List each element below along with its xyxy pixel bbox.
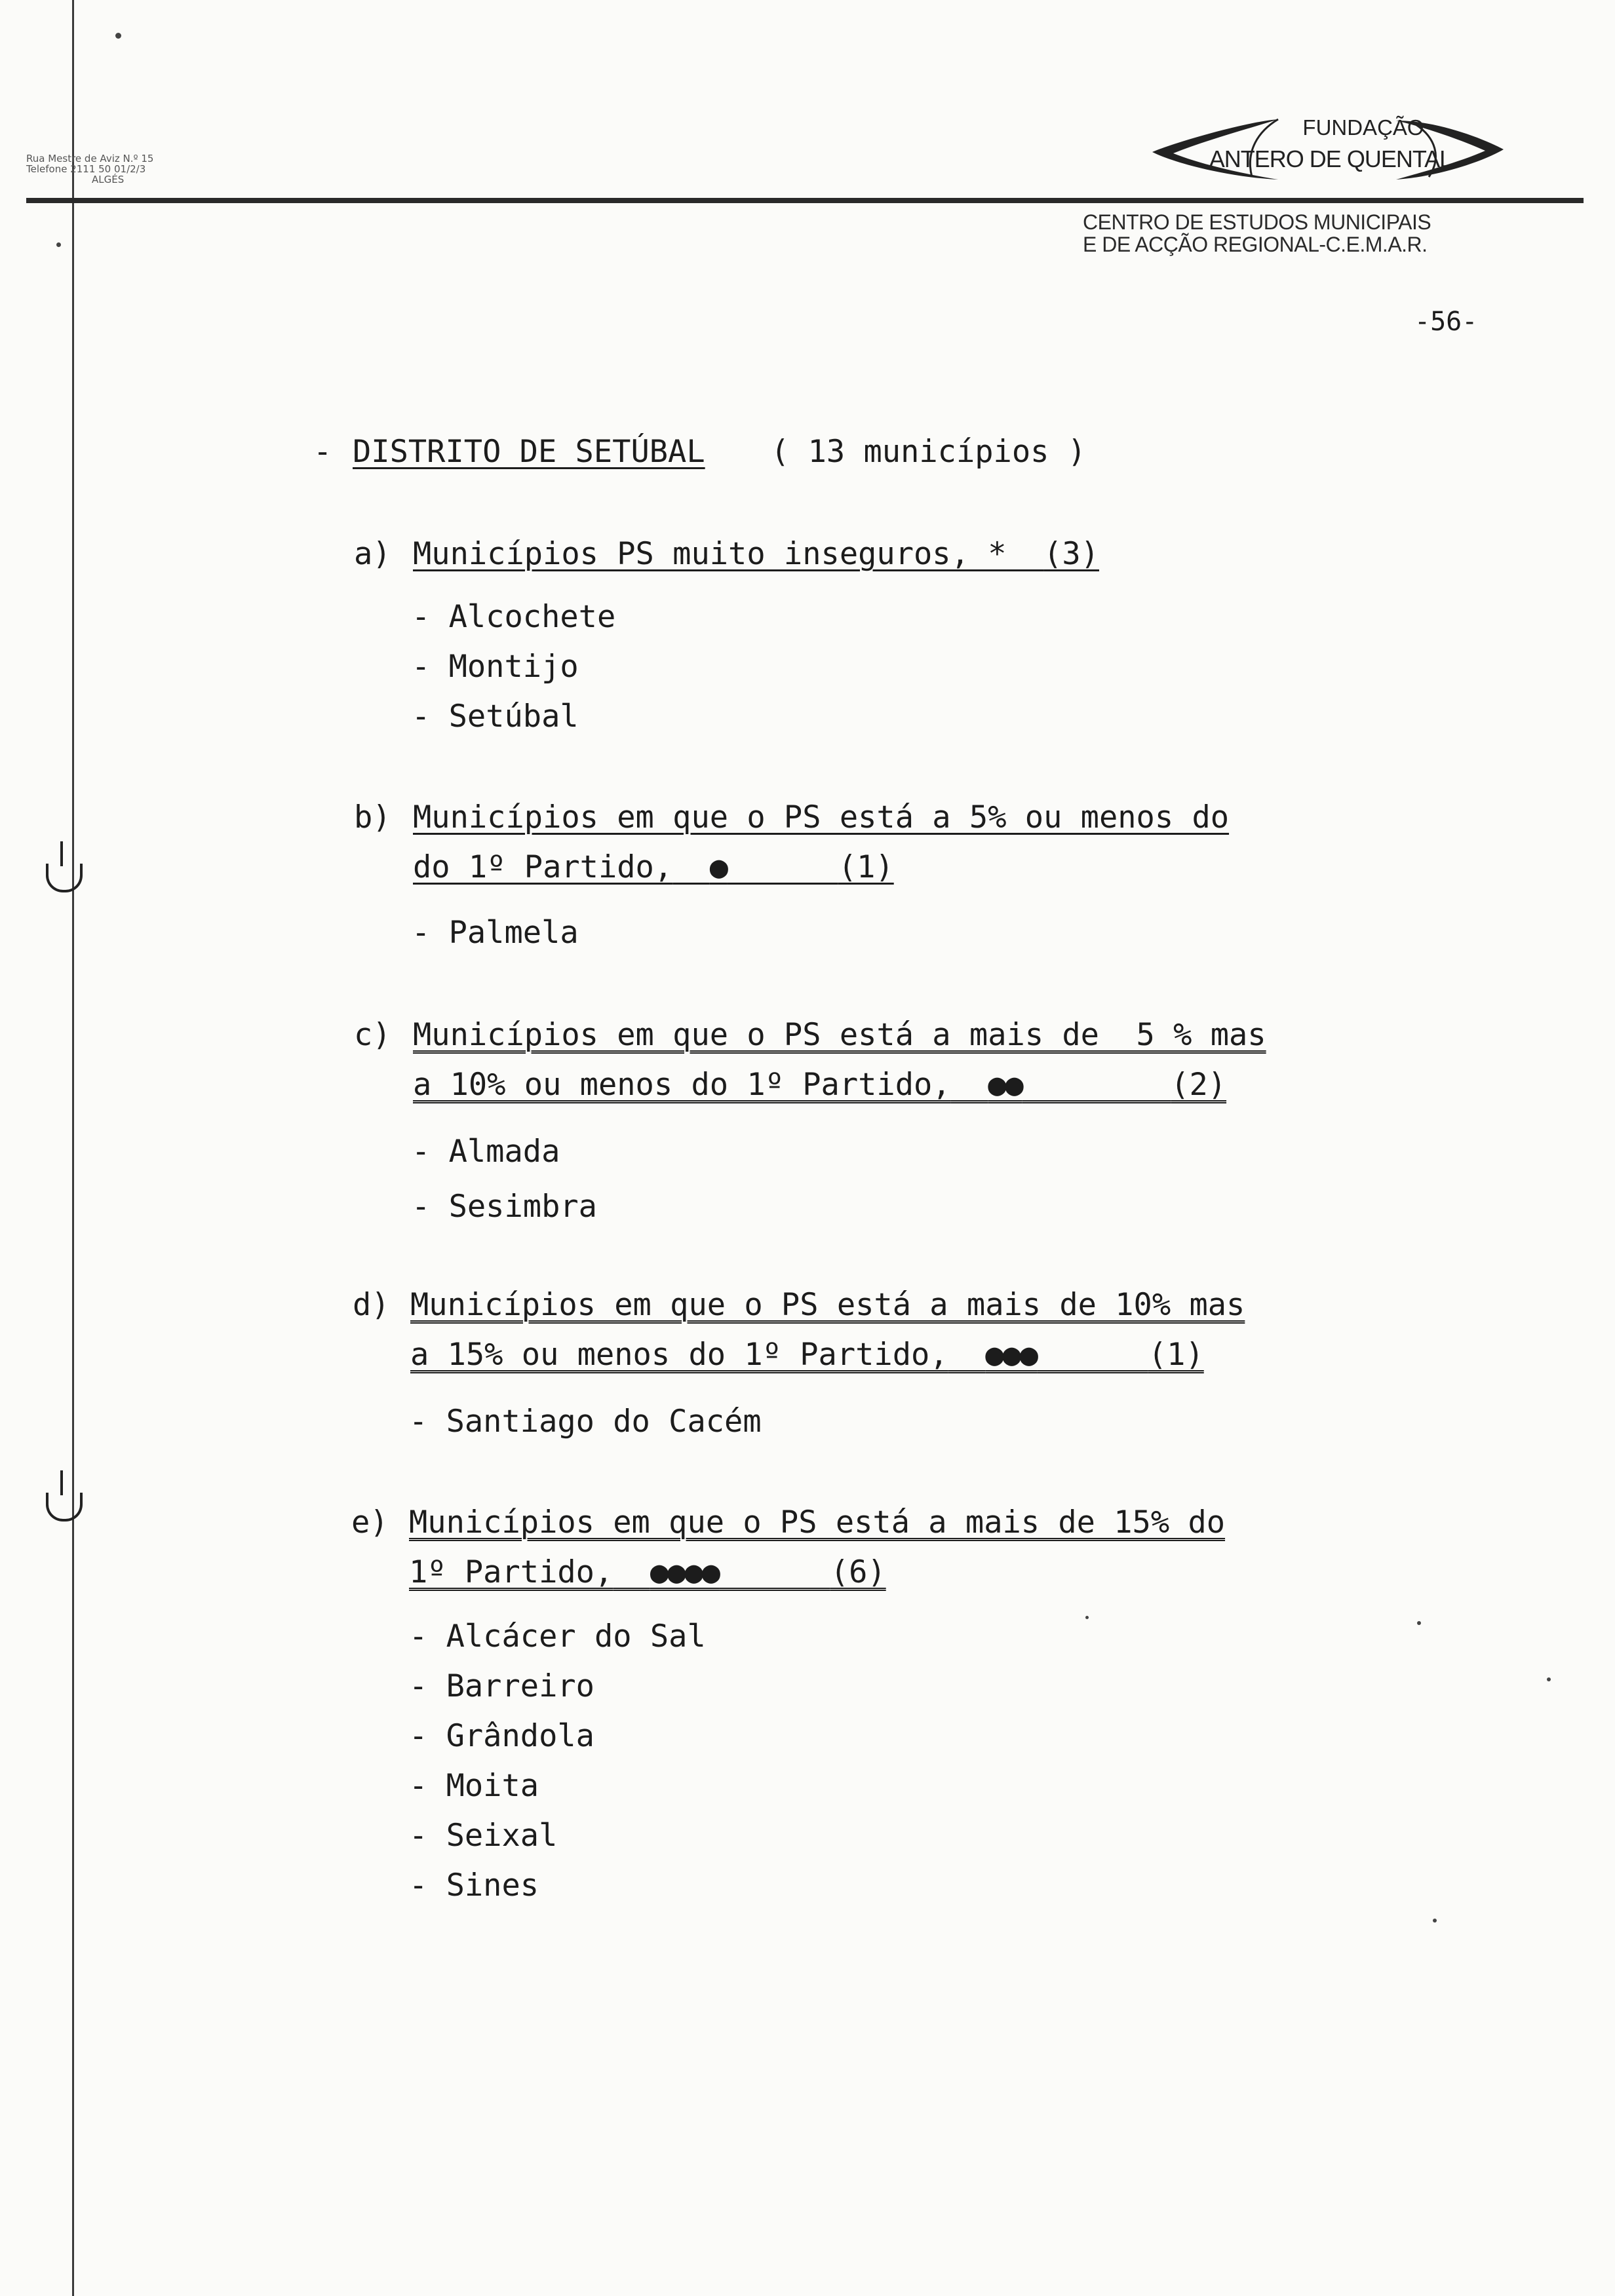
list-item: - Sesimbra: [412, 1189, 597, 1225]
section-b-heading-line2: do 1º Partido, ● (1): [413, 849, 894, 885]
header-rule: [26, 198, 1584, 203]
section-c-heading-line2: a 10% ou menos do 1º Partido, ●● (2): [413, 1067, 1227, 1103]
binder-hook-mark: [46, 864, 83, 892]
section-letter: a): [354, 536, 391, 572]
district-title: DISTRITO DE SETÚBAL: [353, 434, 705, 470]
section-e-heading-line1: Municípios em que o PS está a mais de 15% do: [409, 1504, 1226, 1540]
section-d-heading-line1: Municípios em que o PS está a mais de 10% mas: [410, 1287, 1245, 1323]
speck: [1085, 1616, 1089, 1619]
section-e-heading-line2: 1º Partido, ●●●● (6): [409, 1554, 886, 1590]
speck: [1433, 1919, 1437, 1923]
section-letter: c): [354, 1017, 391, 1053]
page-margin-line: [72, 0, 74, 2296]
list-item: - Grândola: [409, 1718, 594, 1754]
page-number: -56-: [1414, 307, 1478, 337]
rating-marker: ●: [709, 849, 728, 885]
address-stamp: Rua Mestre de Aviz N.º 15 Telefone 2111 50 01/2/3 ALGÉS: [26, 153, 154, 185]
speck: [56, 242, 61, 247]
list-item: - Alcochete: [412, 599, 616, 635]
speck: [1417, 1621, 1421, 1625]
list-item: - Santiago do Cacém: [409, 1404, 762, 1440]
list-item: - Palmela: [412, 915, 579, 951]
rating-marker: ●●●: [985, 1337, 1038, 1373]
cemar-heading: CENTRO DE ESTUDOS MUNICIPAIS E DE ACÇÃO REGIONAL-C.E.M.A.R.: [1083, 210, 1431, 256]
section-letter: e): [351, 1504, 389, 1540]
section-c-heading-line1: Municípios em que o PS está a mais de 5 % mas: [413, 1017, 1266, 1053]
section-letter: b): [354, 799, 391, 835]
binder-hook-mark: [46, 1493, 83, 1521]
list-item: - Alcácer do Sal: [409, 1618, 706, 1655]
speck: [115, 33, 121, 39]
title-dash: -: [313, 434, 332, 470]
list-item: - Barreiro: [409, 1668, 594, 1704]
list-item: - Sines: [409, 1867, 539, 1904]
logo-line1: FUNDAÇÃO: [1302, 115, 1424, 140]
section-b-heading-line1: Municípios em que o PS está a 5% ou menos do: [413, 799, 1230, 835]
list-item: - Seixal: [409, 1818, 558, 1854]
rating-marker: ●●●●: [650, 1554, 720, 1590]
list-item: - Moita: [409, 1768, 539, 1804]
rating-marker: ●●: [988, 1067, 1022, 1103]
section-d-heading-line2: a 15% ou menos do 1º Partido, ●●● (1): [410, 1337, 1204, 1373]
list-item: - Almada: [412, 1134, 560, 1170]
section-a-heading: Municípios PS muito inseguros, * (3): [413, 536, 1099, 572]
speck: [1547, 1677, 1551, 1681]
list-item: - Setúbal: [412, 698, 579, 735]
municipality-count: ( 13 municípios ): [771, 434, 1087, 470]
foundation-logo: [1147, 111, 1514, 190]
list-item: - Montijo: [412, 649, 579, 685]
logo-line2: ANTERO DE QUENTAL: [1209, 145, 1452, 172]
section-letter: d): [353, 1287, 390, 1323]
